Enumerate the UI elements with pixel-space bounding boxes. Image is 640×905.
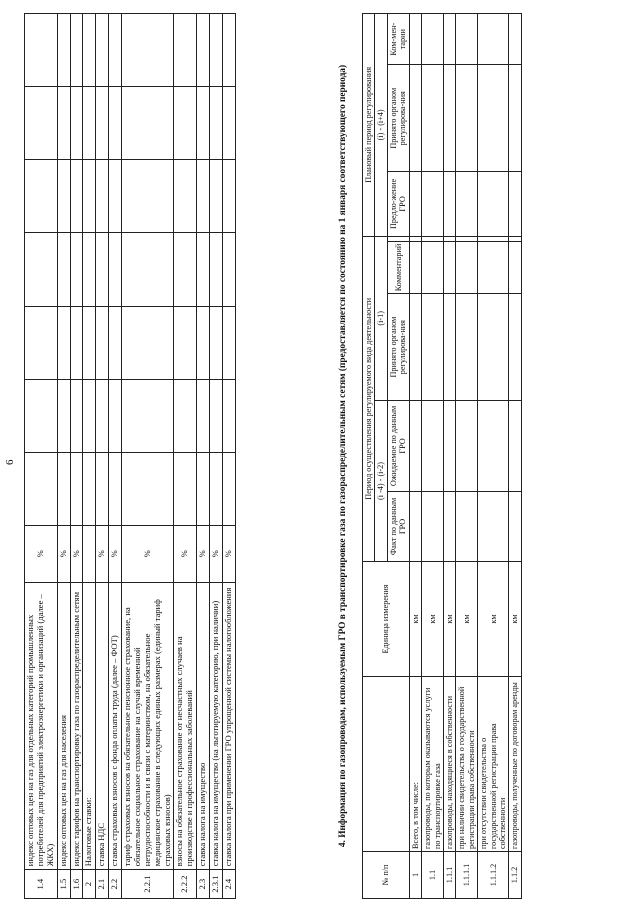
value-cell (197, 233, 210, 306)
row-name: Налоговые ставки: (83, 582, 96, 870)
value-cell (456, 65, 478, 172)
value-cell (122, 233, 174, 306)
row-number: 2.3 (197, 870, 210, 899)
row-unit (83, 526, 96, 583)
value-cell (83, 14, 96, 87)
value-cell (122, 14, 174, 87)
header-i4-i2: (i -4) - (i-2) (375, 400, 387, 561)
value-cell (210, 306, 223, 379)
row-number: 2.2 (109, 870, 122, 899)
table-row (210, 14, 223, 899)
value-cell (174, 233, 197, 306)
header-i1: (i-1) (375, 236, 387, 400)
table-row (83, 14, 96, 899)
row-name: газопроводы, находящиеся в собственности (443, 677, 455, 852)
row-unit: % (210, 526, 223, 583)
value-cell (25, 87, 58, 160)
value-cell (456, 14, 478, 65)
value-cell (70, 87, 83, 160)
value-cell (409, 294, 421, 401)
value-cell (122, 306, 174, 379)
row-name: взносы на обязательное страхование от несчастных случаев на производстве и профессиональных заболеваний (174, 582, 197, 870)
value-cell (122, 452, 174, 525)
row-unit: % (122, 526, 174, 583)
table-row (70, 14, 83, 899)
value-cell (409, 65, 421, 172)
table-row (197, 14, 210, 899)
value-cell (222, 160, 235, 233)
row-unit: км (456, 562, 478, 677)
header-comment-2: Ком-мен-тарии (387, 14, 409, 65)
value-cell (174, 452, 197, 525)
row-name: при наличии свидетельства о государственной регистрации права собственности (456, 677, 478, 852)
row-unit: % (222, 526, 235, 583)
value-cell (456, 294, 478, 401)
row-number: 1.5 (57, 870, 70, 899)
header-period-current: Период осуществления регулируемого вида деятельности (363, 236, 375, 561)
value-cell (509, 491, 521, 561)
value-cell (96, 160, 109, 233)
value-cell (25, 160, 58, 233)
value-cell (57, 233, 70, 306)
value-cell (109, 233, 122, 306)
page-number: 6 (4, 459, 16, 465)
row-name: газопроводы, полученные по договорам аренды (509, 677, 521, 852)
value-cell (109, 452, 122, 525)
row-number: 2.1 (96, 870, 109, 899)
row-name: ставка налога на имущество (197, 582, 210, 870)
value-cell (83, 379, 96, 452)
value-cell (478, 241, 509, 294)
value-cell (197, 160, 210, 233)
value-cell (443, 172, 455, 237)
row-number: 1.1.2 (509, 852, 521, 899)
row-name: индекс оптовых цен на газ для отдельных категорий промышленных потребителей для предприятий электроэнергетики и организаций (далее – ЖКХ) (25, 582, 58, 870)
value-cell (509, 14, 521, 65)
value-cell (509, 65, 521, 172)
value-cell (409, 236, 421, 241)
value-cell (422, 14, 444, 65)
value-cell (83, 233, 96, 306)
value-cell (422, 400, 444, 491)
value-cell (70, 379, 83, 452)
value-cell (83, 452, 96, 525)
row-number: 1.6 (70, 870, 83, 899)
value-cell (83, 160, 96, 233)
value-cell (122, 87, 174, 160)
row-number: 2.2.1 (122, 870, 174, 899)
value-cell (174, 379, 197, 452)
table-row (122, 14, 174, 899)
row-name: газопроводы, по которым оказываются услуги по транспортировке газа (422, 677, 444, 852)
row-number: 1 (409, 852, 421, 899)
value-cell (96, 452, 109, 525)
value-cell (174, 14, 197, 87)
value-cell (422, 241, 444, 294)
value-cell (96, 14, 109, 87)
header-accepted-1: Принято органом регулирова-ния (387, 294, 409, 401)
value-cell (122, 379, 174, 452)
value-cell (409, 14, 421, 65)
value-cell (210, 379, 223, 452)
value-cell (25, 306, 58, 379)
value-cell (409, 491, 421, 561)
header-accepted-2: Принято органом регулирова-ния (387, 65, 409, 172)
row-number: 2.2.2 (174, 870, 197, 899)
value-cell (456, 400, 478, 491)
row-number: 1.1.1 (443, 852, 455, 899)
value-cell (456, 241, 478, 294)
value-cell (222, 233, 235, 306)
row-unit: км (422, 562, 444, 677)
value-cell (456, 236, 478, 241)
value-cell (222, 14, 235, 87)
value-cell (174, 306, 197, 379)
value-cell (197, 14, 210, 87)
table-row (422, 14, 444, 899)
value-cell (478, 172, 509, 237)
value-cell (70, 160, 83, 233)
header-i-i4: (i) - (i+4) (375, 14, 387, 237)
row-number: 1.1.1.2 (478, 852, 509, 899)
row-number: 1.4 (25, 870, 58, 899)
value-cell (96, 87, 109, 160)
value-cell (443, 491, 455, 561)
value-cell (222, 306, 235, 379)
table-row (443, 14, 455, 899)
value-cell (409, 172, 421, 237)
table-row (222, 14, 235, 899)
value-cell (509, 400, 521, 491)
row-name: ставка страховых взносов с фонда оплаты труда (далее – ФОТ) (109, 582, 122, 870)
value-cell (210, 233, 223, 306)
value-cell (456, 172, 478, 237)
value-cell (409, 400, 421, 491)
row-unit: % (25, 526, 58, 583)
value-cell (109, 14, 122, 87)
header-fact: Факт по данным ГРО (387, 491, 409, 561)
row-name: Всего, в том числе: (409, 677, 421, 852)
value-cell (422, 236, 444, 241)
value-cell (478, 236, 509, 241)
value-cell (122, 160, 174, 233)
section-4-heading: 4. Информация по газопроводам, используемым ГРО в транспортировке газа по газораспределительным сетям (предоставляется по состоянию на 1 января соответствующего периода) (338, 64, 348, 848)
row-name: индекс оптовых цен на газ для населения (57, 582, 70, 870)
value-cell (83, 87, 96, 160)
value-cell (409, 241, 421, 294)
row-name: индекс тарифов на транспортировку газа по газораспределительным сетям (70, 582, 83, 870)
parameters-table (24, 13, 236, 899)
table-row (456, 14, 478, 899)
value-cell (478, 400, 509, 491)
row-unit: км (409, 562, 421, 677)
value-cell (210, 87, 223, 160)
pipelines-table (362, 13, 522, 899)
value-cell (478, 14, 509, 65)
header-proposal: Предло-жение ГРО (387, 172, 409, 237)
value-cell (96, 379, 109, 452)
value-cell (109, 379, 122, 452)
value-cell (443, 14, 455, 65)
value-cell (422, 491, 444, 561)
value-cell (57, 306, 70, 379)
row-number: 1.1 (422, 852, 444, 899)
row-name: при отсутствии свидетельства о государственной регистрации права собственности (478, 677, 509, 852)
value-cell (210, 452, 223, 525)
value-cell (70, 14, 83, 87)
value-cell (96, 306, 109, 379)
table-row (25, 14, 58, 899)
row-name: ставка налога при применении ГРО упрощенной системы налогообложения (222, 582, 235, 870)
header-name (363, 677, 410, 852)
value-cell (57, 14, 70, 87)
value-cell (422, 65, 444, 172)
header-num: № п/п (363, 852, 410, 899)
value-cell (109, 160, 122, 233)
row-unit: % (70, 526, 83, 583)
value-cell (57, 452, 70, 525)
row-number: 1.1.1.1 (456, 852, 478, 899)
value-cell (443, 400, 455, 491)
value-cell (478, 491, 509, 561)
value-cell (57, 160, 70, 233)
table-row (96, 14, 109, 899)
row-name: ставка НДС (96, 582, 109, 870)
value-cell (83, 306, 96, 379)
row-unit: % (109, 526, 122, 583)
value-cell (25, 452, 58, 525)
row-unit: % (197, 526, 210, 583)
value-cell (443, 236, 455, 241)
value-cell (25, 379, 58, 452)
value-cell (96, 233, 109, 306)
value-cell (443, 294, 455, 401)
value-cell (109, 87, 122, 160)
value-cell (25, 233, 58, 306)
header-comment: Комментарий (387, 241, 409, 294)
table-row (478, 14, 509, 899)
table-row (409, 14, 421, 899)
value-cell (509, 241, 521, 294)
row-unit: % (96, 526, 109, 583)
row-number: 2.4 (222, 870, 235, 899)
row-unit: км (478, 562, 509, 677)
value-cell (197, 379, 210, 452)
row-unit: км (509, 562, 521, 677)
value-cell (197, 452, 210, 525)
value-cell (174, 160, 197, 233)
value-cell (197, 87, 210, 160)
row-name: ставка налога на имущество (на льготируемую категорию, при наличии) (210, 582, 223, 870)
value-cell (57, 379, 70, 452)
header-expected: Ожидаемое по данным ГРО (387, 400, 409, 491)
row-unit: км (443, 562, 455, 677)
header-unit: Единица измерения (363, 562, 410, 677)
value-cell (210, 160, 223, 233)
value-cell (422, 172, 444, 237)
value-cell (422, 294, 444, 401)
value-cell (222, 87, 235, 160)
value-cell (478, 294, 509, 401)
value-cell (443, 65, 455, 172)
value-cell (57, 87, 70, 160)
value-cell (109, 306, 122, 379)
table-row (109, 14, 122, 899)
value-cell (478, 65, 509, 172)
header-spacer (387, 236, 409, 241)
value-cell (70, 452, 83, 525)
header-period-plan: Плановый период регулирования (363, 14, 375, 237)
value-cell (509, 236, 521, 241)
value-cell (443, 241, 455, 294)
row-unit: % (174, 526, 197, 583)
value-cell (70, 233, 83, 306)
table-row (57, 14, 70, 899)
value-cell (222, 452, 235, 525)
value-cell (25, 14, 58, 87)
value-cell (210, 14, 223, 87)
table-row (174, 14, 197, 899)
value-cell (509, 294, 521, 401)
table-row (509, 14, 521, 899)
value-cell (222, 379, 235, 452)
row-number: 2 (83, 870, 96, 899)
value-cell (456, 491, 478, 561)
value-cell (509, 172, 521, 237)
row-unit: % (57, 526, 70, 583)
value-cell (197, 306, 210, 379)
value-cell (174, 87, 197, 160)
row-name: тариф страховых взносов на обязательное пенсионное страхование, на обязательное социальное страхование на случай временной нетрудоспособности и в связи с материнством, на обязательное медицинское страхование в следующих единых размерах (единый тариф страховых взносов) (122, 582, 174, 870)
value-cell (70, 306, 83, 379)
row-number: 2.3.1 (210, 870, 223, 899)
